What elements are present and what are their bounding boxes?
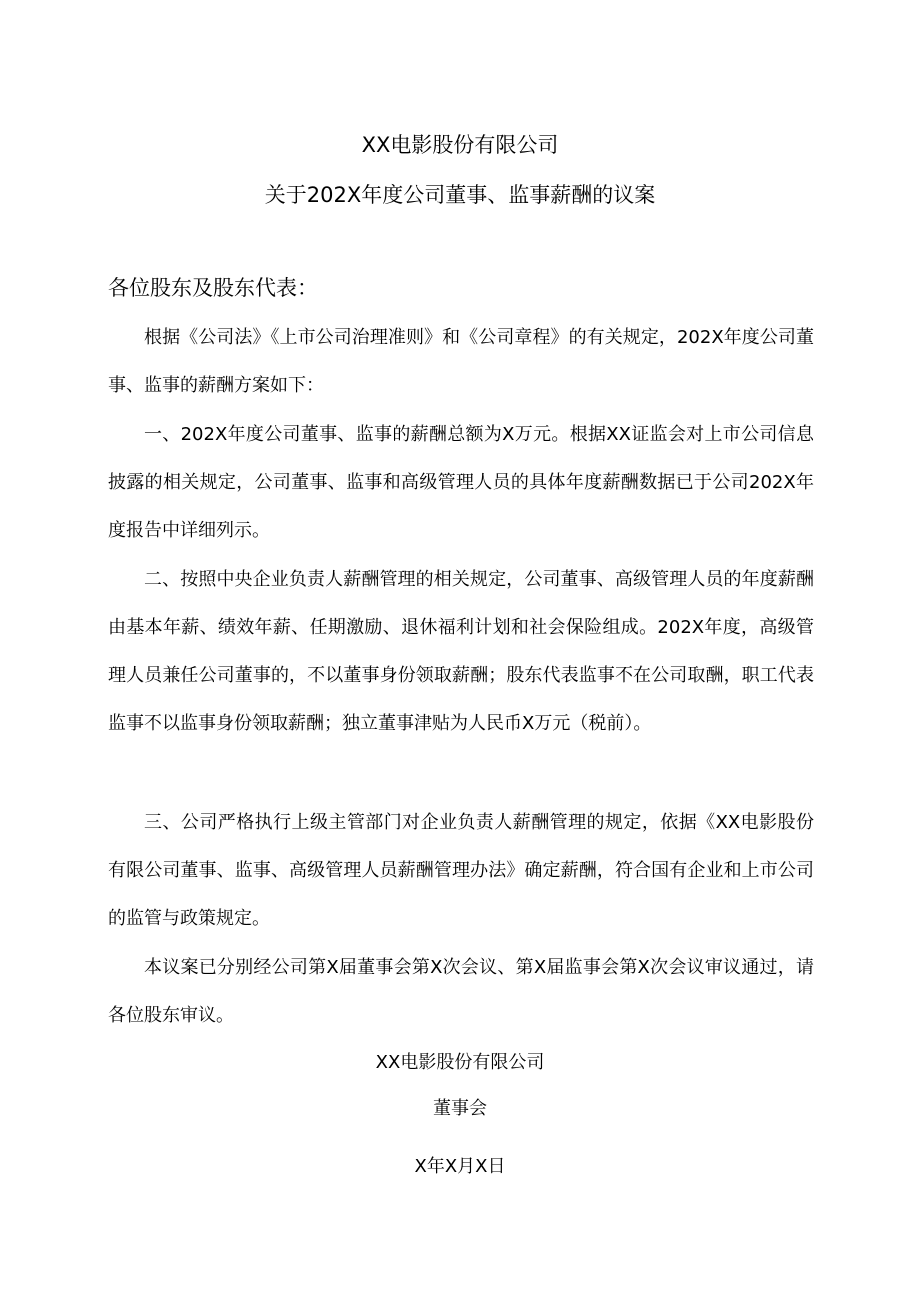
salutation: 各位股东及股东代表： xyxy=(108,276,318,300)
document-company-title: XX电影股份有限公司 xyxy=(361,133,559,157)
document-subject-title: 关于202X年度公司董事、监事薪酬的议案 xyxy=(264,183,656,207)
paragraph-intro: 根据《公司法》《上市公司治理准则》和《公司章程》的有关规定，202X年度公司董事、监事的薪酬方案如下： xyxy=(108,327,814,396)
signature-company: XX电影股份有限公司 xyxy=(375,1052,545,1073)
signature-board: 董事会 xyxy=(433,1098,487,1119)
signature-date: X年X月X日 xyxy=(414,1156,506,1177)
paragraph-item-3: 三、公司严格执行上级主管部门对企业负责人薪酬管理的规定，依据《XX电影股份有限公司董事、监事、高级管理人员薪酬管理办法》确定薪酬，符合国有企业和上市公司的监管与政策规定。 xyxy=(108,812,814,929)
paragraph-item-1: 一、202X年度公司董事、监事的薪酬总额为X万元。根据XX证监会对上市公司信息披露的相关规定，公司董事、监事和高级管理人员的具体年度薪酬数据已于公司202X年度报告中详细列示。 xyxy=(108,424,814,541)
paragraph-item-2: 二、按照中央企业负责人薪酬管理的相关规定，公司董事、高级管理人员的年度薪酬由基本年薪、绩效年薪、任期激励、退休福利计划和社会保险组成。202X年度，高级管理人员兼任公司董事的，不以董事身份领取薪酬；股东代表监事不在公司取酬，职工代表监事不以监事身份领取薪酬；独立董事津贴为人民币X万元（税前）。 xyxy=(108,569,814,734)
paragraph-approval: 本议案已分别经公司第X届董事会第X次会议、第X届监事会第X次会议审议通过，请各位股东审议。 xyxy=(108,957,814,1026)
